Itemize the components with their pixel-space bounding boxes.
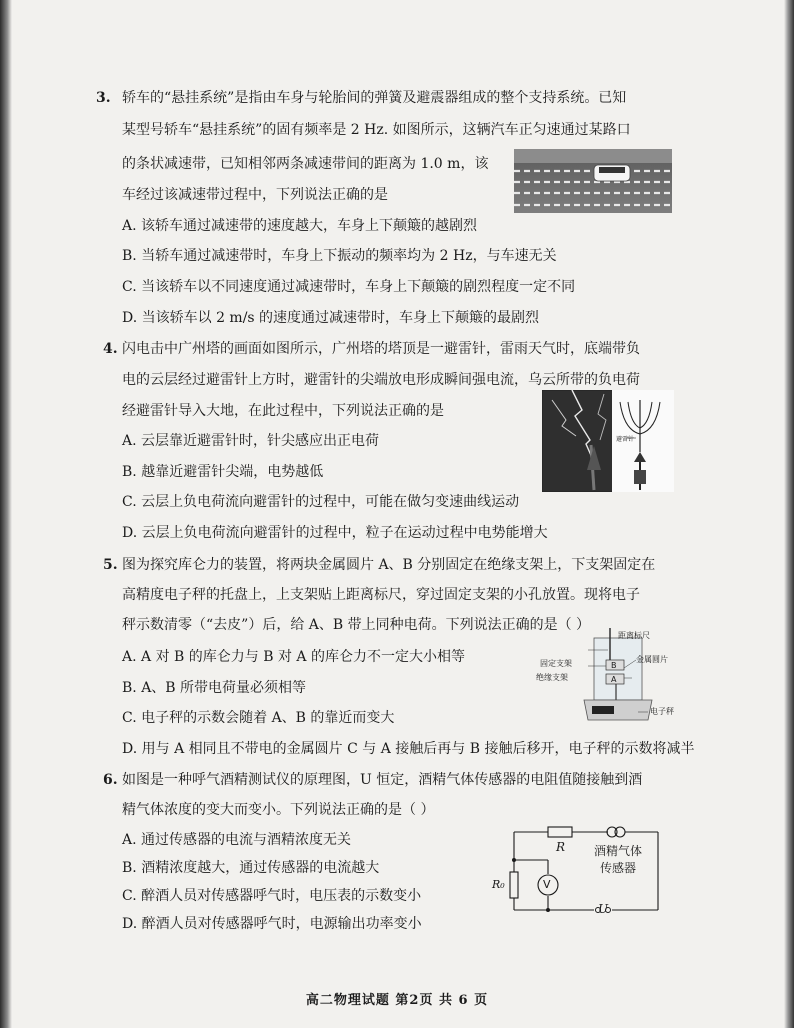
option-a: A. 该轿车通过减速带的速度越大，车身上下颠簸的越剧烈 bbox=[122, 218, 478, 234]
voltage-u-label: U bbox=[598, 902, 609, 916]
question-number: 6. bbox=[103, 772, 118, 788]
option-a: A. 通过传感器的电流与酒精浓度无关 bbox=[122, 832, 352, 848]
option-d: D. 云层上负电荷流向避雷针的过程中，粒子在运动过程中电势能增大 bbox=[122, 525, 548, 541]
lightning-tower-photo bbox=[542, 390, 674, 492]
scan-edge-left bbox=[0, 0, 12, 1028]
question-text-line: 的条状减速带，已知相邻两条减速带间的距离为 1.0 m，该 bbox=[122, 156, 489, 172]
option-c: C. 云层上负电荷流向避雷针的过程中，可能在做匀变速曲线运动 bbox=[122, 494, 520, 510]
option-c: C. 当该轿车以不同速度通过减速带时，车身上下颠簸的剧烈程度一定不同 bbox=[122, 279, 576, 295]
question-text-line: 精气体浓度的变大而变小。下列说法正确的是（ ） bbox=[122, 802, 435, 818]
question-text-line: 如图是一种呼气酒精测试仪的原理图，U 恒定，酒精气体传感器的电阻值随接触到酒 bbox=[122, 772, 643, 788]
metal-disc-label: 金属圆片 bbox=[636, 655, 668, 664]
option-d: D. 当该轿车以 2 m/s 的速度通过减速带时，车身上下颠簸的最剧烈 bbox=[122, 310, 540, 326]
resistor-r-label: R bbox=[556, 840, 566, 854]
question-text-line: 秤示数清零（“去皮”）后，给 A、B 带上同种电荷。下列说法正确的是（ ） bbox=[122, 617, 591, 633]
lightning-rod-label: 避雷针 bbox=[616, 436, 635, 443]
question-text-line: 轿车的“悬挂系统”是指由车身与轮胎间的弹簧及避震器组成的整个支持系统。已知 bbox=[122, 90, 627, 106]
question-number: 3. bbox=[96, 90, 111, 106]
option-a: A. A 对 B 的库仑力与 B 对 A 的库仑力不一定大小相等 bbox=[122, 649, 465, 665]
option-b: B. A、B 所带电荷量必须相等 bbox=[122, 680, 307, 696]
question-text-line: 经避雷针导入大地，在此过程中，下列说法正确的是 bbox=[122, 403, 444, 419]
option-c: C. 电子秤的示数会随着 A、B 的靠近而变大 bbox=[122, 710, 395, 726]
scan-edge-right bbox=[784, 0, 794, 1028]
option-d: D. 用与 A 相同且不带电的金属圆片 C 与 A 接触后再与 B 接触后移开，电子秤的示数将减半 bbox=[122, 741, 695, 757]
option-b: B. 当轿车通过减速带时，车身上下振动的频率均为 2 Hz，与车速无关 bbox=[122, 248, 557, 264]
disc-b-label: B bbox=[611, 661, 617, 670]
question-number: 5. bbox=[103, 557, 118, 573]
fixed-support-label: 固定支架 bbox=[540, 659, 572, 668]
voltmeter-icon: V bbox=[543, 878, 551, 891]
option-a: A. 云层靠近避雷针时，针尖感应出正电荷 bbox=[122, 433, 380, 449]
breathalyzer-circuit-figure bbox=[490, 822, 680, 922]
disc-a-label: A bbox=[611, 675, 617, 684]
option-b: B. 越靠近避雷针尖端，电势越低 bbox=[122, 464, 324, 480]
option-b: B. 酒精浓度越大，通过传感器的电流越大 bbox=[122, 860, 380, 876]
option-c: C. 醉酒人员对传感器呼气时，电压表的示数变小 bbox=[122, 888, 422, 904]
coulomb-apparatus-figure bbox=[528, 628, 678, 728]
speed-bump-photo bbox=[514, 149, 672, 213]
question-text-line: 高精度电子秤的托盘上，上支架贴上距离标尺，穿过固定支架的小孔放置。现将电子 bbox=[122, 587, 640, 603]
question-number: 4. bbox=[103, 341, 118, 357]
question-text-line: 车经过该减速带过程中，下列说法正确的是 bbox=[122, 187, 388, 203]
question-text-line: 电的云层经过避雷针上方时，避雷针的尖端放电形成瞬间强电流，乌云所带的负电荷 bbox=[122, 372, 640, 388]
page-footer: 高二物理试题 第2页 共 6 页 bbox=[305, 993, 489, 1008]
insulated-support-label: 绝缘支架 bbox=[536, 673, 568, 682]
scale-label: 电子秤 bbox=[650, 707, 674, 716]
option-d: D. 醉酒人员对传感器呼气时，电源输出功率变小 bbox=[122, 916, 422, 932]
question-text-line: 图为探究库仑力的装置，将两块金属圆片 A、B 分别固定在绝缘支架上，下支架固定在 bbox=[122, 557, 656, 573]
question-text-line: 闪电击中广州塔的画面如图所示，广州塔的塔顶是一避雷针，雷雨天气时，底端带负 bbox=[122, 341, 640, 357]
sensor-label-line1: 酒精气体 bbox=[594, 844, 643, 858]
ruler-label: 距离标尺 bbox=[618, 631, 650, 640]
question-text-line: 某型号轿车“悬挂系统”的固有频率是 2 Hz. 如图所示，这辆汽车正匀速通过某路口 bbox=[122, 122, 631, 138]
sensor-label-line2: 传感器 bbox=[600, 861, 637, 875]
resistor-r0-label: R₀ bbox=[492, 878, 505, 891]
